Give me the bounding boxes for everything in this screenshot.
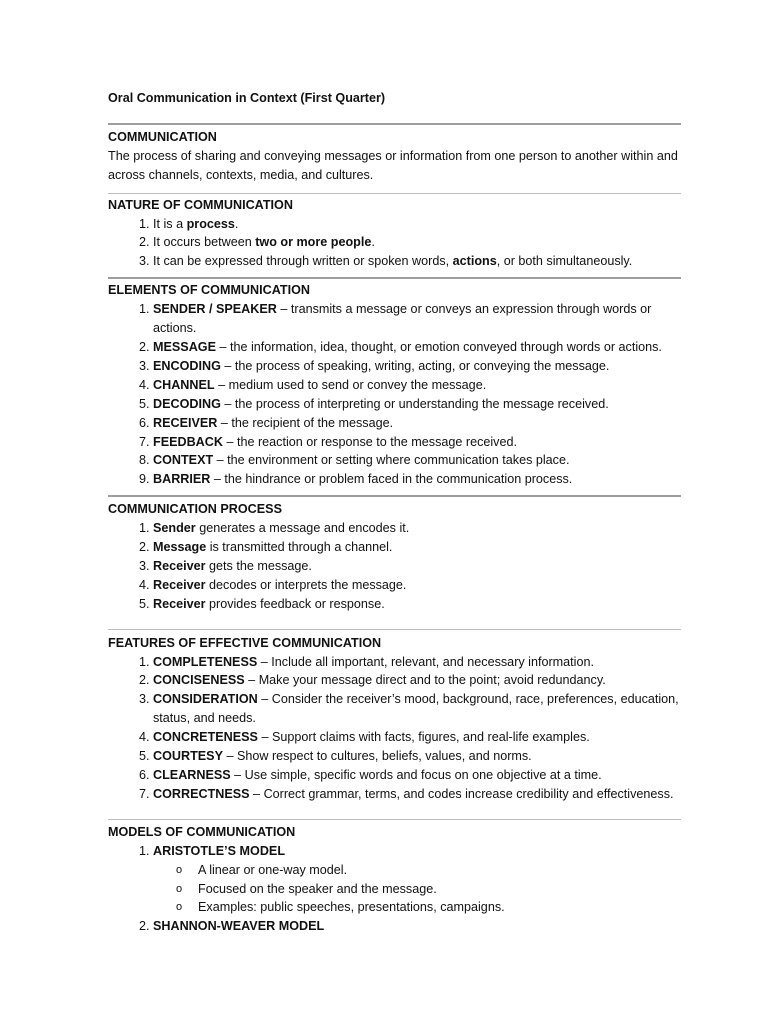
process-list	[108, 519, 681, 614]
section-divider	[108, 629, 681, 630]
document-title: Oral Communication in Context (First Quarter)	[108, 91, 386, 105]
section-divider	[108, 819, 681, 820]
section-heading-nature: NATURE OF COMMUNICATION	[108, 197, 293, 212]
section-divider	[108, 277, 681, 279]
list-item: 1. COMPLETENESS – Include all important, relevant, and necessary information.	[153, 653, 681, 672]
list-item: 7. FEEDBACK – the reaction or response to the message received.	[153, 433, 681, 452]
section-heading-elements: ELEMENTS OF COMMUNICATION	[108, 283, 310, 298]
features-list	[108, 653, 681, 804]
list-item: 5. DECODING – the process of interpreting or understanding the message received.	[153, 395, 681, 414]
section-heading-models: MODELS OF COMMUNICATION	[108, 824, 296, 839]
list-item: 4. CONCRETENESS – Support claims with facts, figures, and real-life examples.	[153, 728, 681, 747]
list-item: 2. Message is transmitted through a channel.	[153, 538, 681, 557]
list-item: 1. Sender generates a message and encodes it.	[153, 519, 681, 538]
list-item: 3. Receiver gets the message.	[153, 557, 681, 576]
sub-list-item: o Examples: public speeches, presentations, campaigns.	[198, 898, 681, 917]
nature-list	[108, 215, 681, 272]
list-item: 4. CHANNEL – medium used to send or convey the message.	[153, 376, 681, 395]
section-divider	[108, 495, 681, 497]
list-item: 1. ARISTOTLE’S MODEL o A linear or one-way model. o Focused on the speaker and the message. o Examples: public speeches, presentations, campaigns.	[153, 842, 681, 918]
section-heading-features: FEATURES OF EFFECTIVE COMMUNICATION	[108, 635, 382, 650]
models-list	[108, 842, 681, 937]
list-item: 2. It occurs between two or more people.	[153, 233, 681, 252]
document-content	[108, 89, 681, 936]
communication-definition: The process of sharing and conveying messages or information from one person to another within and across channels, contexts, media, and cultures.	[108, 148, 678, 182]
list-item: 1. It is a process.	[153, 215, 681, 234]
sub-list	[153, 861, 681, 918]
list-item: 3. CONSIDERATION – Consider the receiver’s mood, background, race, preferences, education, status, and needs.	[153, 690, 681, 728]
list-item: 6. RECEIVER – the recipient of the message.	[153, 414, 681, 433]
sub-list-item: o Focused on the speaker and the message.	[198, 880, 681, 899]
list-item: 6. CLEARNESS – Use simple, specific words and focus on one objective at a time.	[153, 766, 681, 785]
list-item: 9. BARRIER – the hindrance or problem faced in the communication process.	[153, 470, 681, 489]
list-item: 2. SHANNON-WEAVER MODEL	[153, 917, 681, 936]
list-item: 2. CONCISENESS – Make your message direct and to the point; avoid redundancy.	[153, 671, 681, 690]
list-item: 3. It can be expressed through written or spoken words, actions, or both simultaneously.	[153, 252, 681, 271]
list-item: 7. CORRECTNESS – Correct grammar, terms, and codes increase credibility and effectiveness.	[153, 785, 681, 804]
list-item: 8. CONTEXT – the environment or setting where communication takes place.	[153, 451, 681, 470]
elements-list	[108, 300, 681, 489]
list-item: 5. Receiver provides feedback or response.	[153, 595, 681, 614]
list-item: 4. Receiver decodes or interprets the message.	[153, 576, 681, 595]
section-divider	[108, 123, 681, 125]
list-item: 5. COURTESY – Show respect to cultures, beliefs, values, and norms.	[153, 747, 681, 766]
list-item: 2. MESSAGE – the information, idea, thought, or emotion conveyed through words or actions.	[153, 338, 681, 357]
section-divider	[108, 193, 681, 194]
section-heading-process: COMMUNICATION PROCESS	[108, 502, 282, 517]
list-item: 1. SENDER / SPEAKER – transmits a message or conveys an expression through words or actions.	[153, 300, 681, 338]
sub-list-item: o A linear or one-way model.	[198, 861, 681, 880]
list-item: 3. ENCODING – the process of speaking, writing, acting, or conveying the message.	[153, 357, 681, 376]
section-heading-communication: COMMUNICATION	[108, 129, 217, 144]
